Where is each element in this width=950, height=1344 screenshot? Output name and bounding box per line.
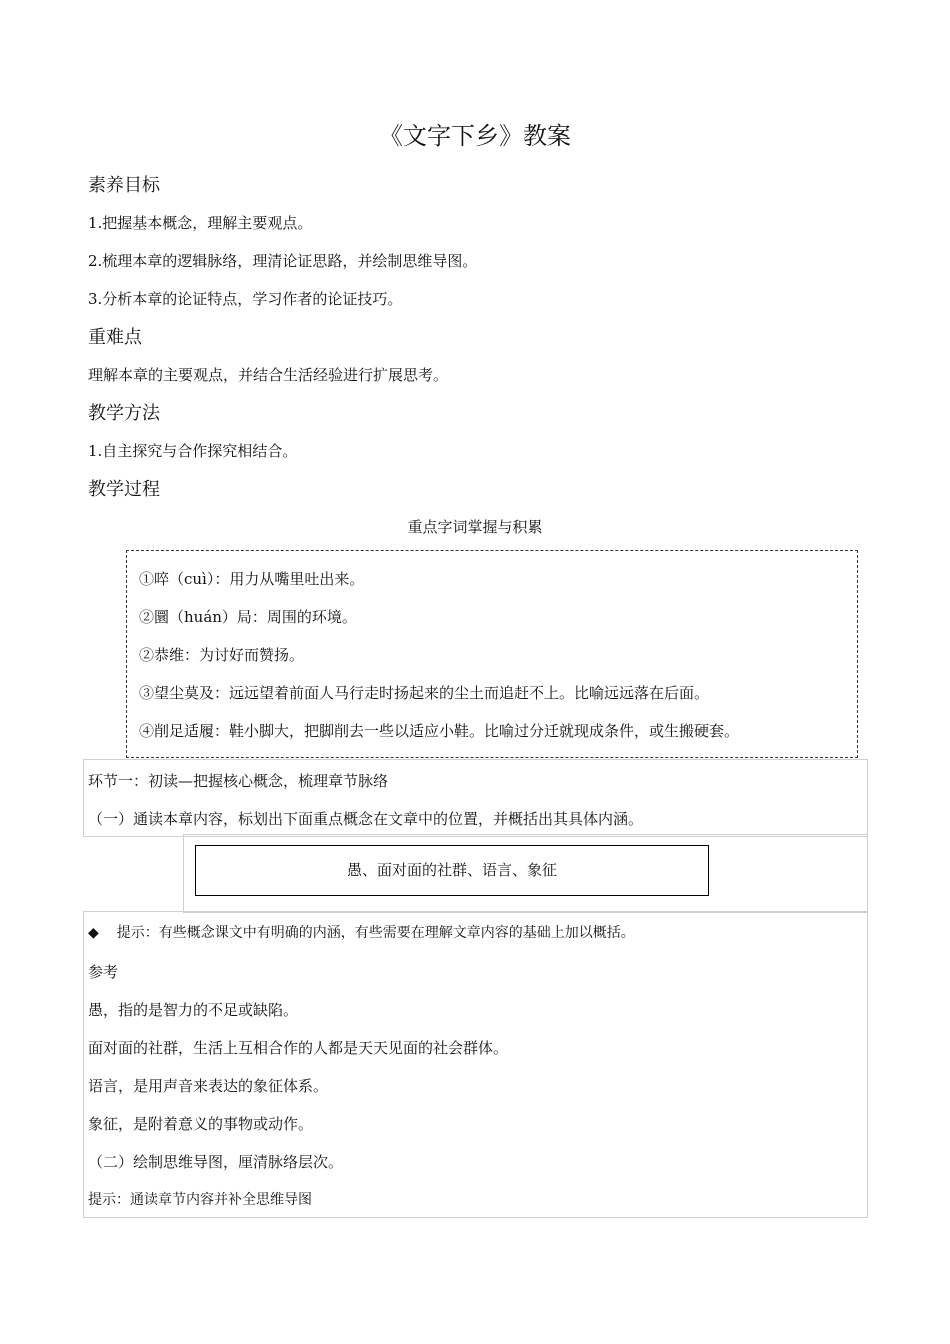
reference-item: 面对面的社群，生活上互相合作的人都是天天见面的社会群体。 xyxy=(88,1039,509,1057)
key-points-heading: 重难点 xyxy=(88,327,142,348)
hint-line xyxy=(88,922,635,942)
hint-text: 提示：有些概念课文中有明确的内涵，有些需要在理解文章内容的基础上加以概括。 xyxy=(116,925,635,941)
stage1-task1: （一）通读本章内容，标划出下面重点概念在文章中的位置，并概括出其具体内涵。 xyxy=(88,810,644,828)
reference-item: 语言，是用声音来表达的象征体系。 xyxy=(88,1077,329,1095)
method-heading: 教学方法 xyxy=(88,403,160,424)
vocab-item: ②恭维：为讨好而赞扬。 xyxy=(139,646,305,664)
goal-item-1: 1.把握基本概念，理解主要观点。 xyxy=(88,214,313,232)
concepts-box: 愚、面对面的社群、语言、象征 xyxy=(195,845,709,896)
method-text: 1.自主探究与合作探究相结合。 xyxy=(88,442,298,460)
vocab-item: ③望尘莫及：远远望着前面人马行走时扬起来的尘土而追赶不上。比喻远远落在后面。 xyxy=(139,684,710,702)
hint2-text: 提示：通读章节内容并补全思维导图 xyxy=(88,1192,312,1208)
vocab-box xyxy=(126,550,858,758)
reference-label: 参考 xyxy=(88,963,119,981)
reference-item: 象征，是附着意义的事物或动作。 xyxy=(88,1115,314,1133)
vocab-item: ②圜（huán）局：周围的环境。 xyxy=(139,608,357,626)
diamond-bullet-icon: ◆ xyxy=(88,925,99,941)
vocab-item: ①啐（cuì）：用力从嘴里吐出来。 xyxy=(139,570,365,588)
vocab-item: ④削足适履：鞋小脚大，把脚削去一些以适应小鞋。比喻过分迁就现成条件，或生搬硬套。 xyxy=(139,722,740,740)
reference-item: 愚，指的是智力的不足或缺陷。 xyxy=(88,1001,299,1019)
vocab-heading: 重点字词掌握与积累 xyxy=(407,518,543,536)
key-points-text: 理解本章的主要观点，并结合生活经验进行扩展思考。 xyxy=(88,366,449,384)
stage1-title: 环节一：初读—把握核心概念，梳理章节脉络 xyxy=(88,772,389,790)
goal-item-3: 3.分析本章的论证特点，学习作者的论证技巧。 xyxy=(88,290,403,308)
page-title: 《文字下乡》教案 xyxy=(379,122,571,150)
goal-item-2: 2.梳理本章的逻辑脉络，理清论证思路，并绘制思维导图。 xyxy=(88,252,478,270)
goals-heading: 素养目标 xyxy=(88,175,160,196)
stage1-task2: （二）绘制思维导图，厘清脉络层次。 xyxy=(88,1153,344,1171)
process-heading: 教学过程 xyxy=(88,479,160,500)
